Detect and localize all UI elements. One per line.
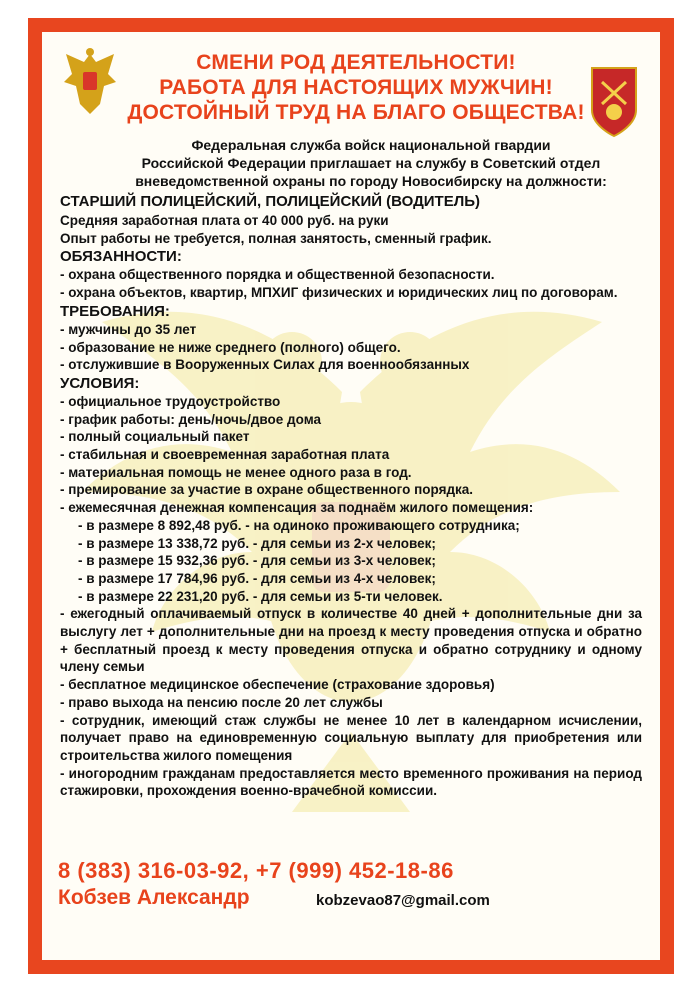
- vacation-text: - ежегодный оплачиваемый отпуск в количестве 40 дней + дополнительные дни за выслугу лет + дополнительные дни на проезд к месту проведения отпуска и обратно + бесплатный проезд к месту проведения отпуска и обратно сотруднику и одному члену семьи: [60, 606, 642, 675]
- housing-payment-text: - сотрудник, имеющий стаж службы не менее 10 лет в календарном исчислении, получает право на единовременную социальную выплату для приобретения или строительства жилого помещения: [60, 712, 642, 763]
- headline: [122, 50, 590, 125]
- list-item: - охрана объектов, квартир, МПХИГ физических и юридических лиц по договорам.: [60, 285, 618, 301]
- list-item: - образование не ниже среднего (полного) общего.: [60, 339, 401, 355]
- headline-line: СМЕНИ РОД ДЕЯТЕЛЬНОСТИ!: [196, 51, 516, 74]
- list-item: - официальное трудоустройство: [60, 393, 281, 409]
- list-item: - материальная помощь не менее одного раза в год.: [60, 464, 412, 480]
- vacancy-details: [60, 192, 642, 800]
- list-item: - график работы: день/ночь/двое дома: [60, 411, 322, 427]
- rosgvardia-emblem-icon: [586, 64, 642, 140]
- contact-name: Кобзев Александр: [58, 886, 250, 909]
- compensation-item: - в размере 15 932,36 руб. - для семьи из 3-х человек;: [78, 553, 436, 569]
- headline-line: ДОСТОЙНЫЙ ТРУД НА БЛАГО ОБЩЕСТВА!: [127, 101, 585, 124]
- list-item: - мужчины до 35 лет: [60, 321, 197, 337]
- russian-coat-of-arms-icon: [60, 44, 120, 120]
- experience-text: Опыт работы не требуется, полная занятость, сменный график.: [60, 230, 492, 246]
- intro-line: Федеральная служба войск национальной гвардии: [191, 137, 551, 153]
- compensation-item: - в размере 8 892,48 руб. - на одиноко проживающего сотрудника;: [78, 517, 520, 533]
- pension-text: - право выхода на пенсию после 20 лет службы: [60, 694, 383, 710]
- conditions-title: УСЛОВИЯ:: [60, 374, 140, 392]
- intro-text: [102, 136, 640, 190]
- list-item: - отслужившие в Вооруженных Силах для военнообязанных: [60, 357, 470, 373]
- list-item: - охрана общественного порядка и общественной безопасности.: [60, 267, 495, 283]
- poster-body: [42, 32, 660, 960]
- compensation-item: - в размере 13 338,72 руб. - для семьи из 2-х человек;: [78, 535, 436, 551]
- compensation-item: - в размере 17 784,96 руб. - для семьи из 4-х человек;: [78, 570, 436, 586]
- poster-frame: [28, 18, 674, 974]
- accommodation-text: - иногородним гражданам предоставляется место временного проживания на период стажировки, прохождения военно-врачебной комиссии.: [60, 765, 642, 799]
- position-title: СТАРШИЙ ПОЛИЦЕЙСКИЙ, ПОЛИЦЕЙСКИЙ (ВОДИТЕЛЬ): [60, 193, 481, 210]
- salary-text: Средняя заработная плата от 40 000 руб. на руки: [60, 213, 389, 228]
- phone-numbers: 8 (383) 316-03-92, +7 (999) 452-18-86: [58, 858, 454, 883]
- medical-text: - бесплатное медицинское обеспечение (страхование здоровья): [60, 677, 495, 693]
- list-item: - стабильная и своевременная заработная плата: [60, 447, 390, 463]
- duties-title: ОБЯЗАННОСТИ:: [60, 248, 182, 266]
- intro-line: вневедомственной охраны по городу Новосибирску на должности:: [135, 173, 607, 189]
- compensation-item: - в размере 22 231,20 руб. - для семьи из 5-ти человек.: [78, 588, 443, 604]
- intro-line: Российской Федерации приглашает на службу в Советский отдел: [141, 155, 601, 171]
- list-item: - ежемесячная денежная компенсация за поднаём жилого помещения:: [60, 500, 534, 516]
- headline-line: РАБОТА ДЛЯ НАСТОЯЩИХ МУЖЧИН!: [159, 76, 553, 99]
- list-item: - полный социальный пакет: [60, 429, 250, 445]
- list-item: - премирование за участие в охране общественного порядка.: [60, 482, 474, 498]
- contact-email: kobzevao87@gmail.com: [316, 892, 490, 909]
- requirements-title: ТРЕБОВАНИЯ:: [60, 302, 170, 320]
